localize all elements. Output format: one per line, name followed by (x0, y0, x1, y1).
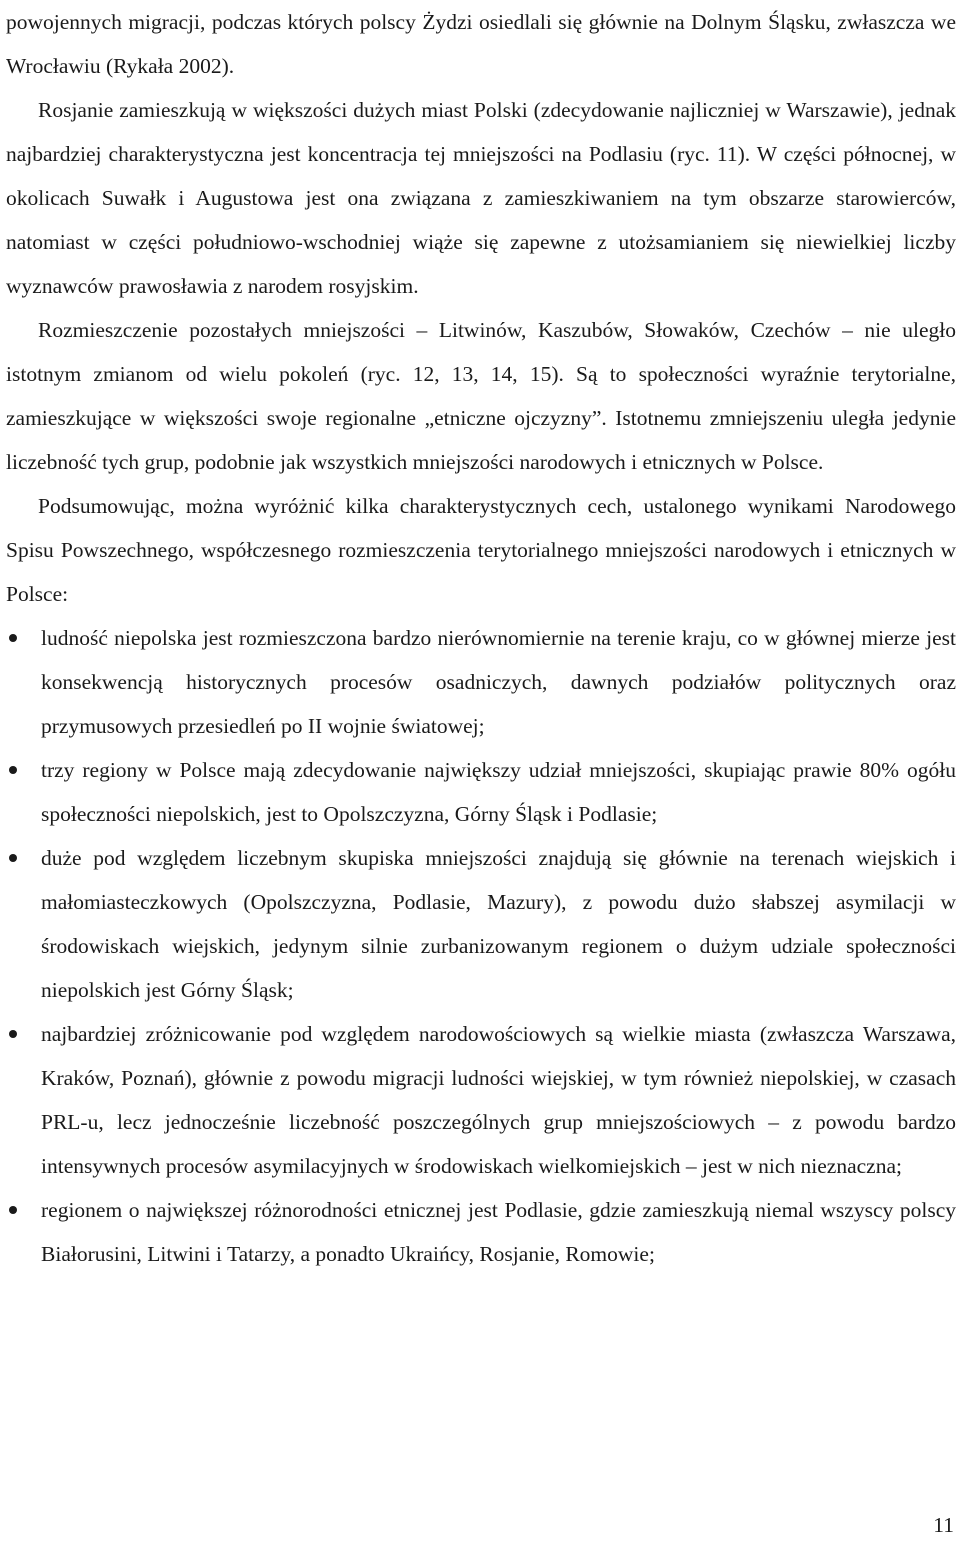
bullet-icon (6, 748, 20, 792)
list-item (6, 1012, 956, 1188)
list-item-text: duże pod względem liczebnym skupiska mniejszości znajdują się głównie na terenach wiejskich i małomiasteczkowych (Opolszczyzna, Podlasie, Mazury), z powodu dużo słabszej asymilacji w środowiskach wiejskich, jedynym silnie zurbanizowanym regionem o dużym udziale społeczności niepolskich jest Górny Śląsk; (41, 846, 956, 1002)
document-page (6, 0, 956, 1276)
paragraph-russians: Rosjanie zamieszkują w większości dużych miast Polski (zdecydowanie najliczniej w Warszawie), jednak najbardziej charakterystyczna jest koncentracja tej mniejszości na Podlasiu (ryc. 11). W części północnej, w okolicach Suwałk i Augustowa jest ona związana z zamieszkiwaniem na tym obszarze starowierców, natomiast w części południowo-wschodniej wiąże się zapewne z utożsamianiem się niewielkiej liczby wyznawców prawosławia z narodem rosyjskim. (6, 98, 956, 298)
paragraph-summary-intro: Podsumowując, można wyróżnić kilka charakterystycznych cech, ustalonego wynikami Narodowego Spisu Powszechnego, współczesnego rozmieszczenia terytorialnego mniejszości narodowych i etnicznych w Polsce: (6, 494, 956, 606)
list-item (6, 748, 956, 836)
summary-bullet-list (6, 616, 956, 1276)
list-item-text: ludność niepolska jest rozmieszczona bardzo nierównomiernie na terenie kraju, co w głównej mierze jest konsekwencją historycznych procesów osadniczych, dawnych podziałów politycznych oraz przymusowych przesiedleń po II wojnie światowej; (41, 626, 956, 738)
list-item (6, 1188, 956, 1276)
paragraph-other-minorities: Rozmieszczenie pozostałych mniejszości – Litwinów, Kaszubów, Słowaków, Czechów – nie uległo istotnym zmianom od wielu pokoleń (ryc. 12, 13, 14, 15). Są to społeczności wyraźnie terytorialne, zamieszkujące w większości swoje regionalne „etniczne ojczyzny”. Istotnemu zmniejszeniu uległa jedynie liczebność tych grup, podobnie jak wszystkich mniejszości narodowych i etnicznych w Polsce. (6, 318, 956, 474)
list-item-text: regionem o największej różnorodności etnicznej jest Podlasie, gdzie zamieszkują niemal wszyscy polscy Białorusini, Litwini i Tatarzy, a ponadto Ukraińcy, Rosjanie, Romowie; (41, 1198, 956, 1266)
bullet-icon (6, 836, 20, 880)
list-item-text: trzy regiony w Polsce mają zdecydowanie największy udział mniejszości, skupiając prawie 80% ogółu społeczności niepolskich, jest to Opolszczyzna, Górny Śląsk i Podlasie; (41, 758, 956, 826)
bullet-icon (6, 1188, 20, 1232)
paragraph-continuation: powojennych migracji, podczas których polscy Żydzi osiedlali się głównie na Dolnym Śląsku, zwłaszcza we Wrocławiu (Rykała 2002). (6, 10, 956, 78)
list-item (6, 616, 956, 748)
bullet-icon (6, 1012, 20, 1056)
list-item-text: najbardziej zróżnicowanie pod względem narodowościowych są wielkie miasta (zwłaszcza Warszawa, Kraków, Poznań), głównie z powodu migracji ludności wiejskiej, w tym również niepolskiej, w czasach PRL-u, lecz jednocześnie liczebność poszczególnych grup mniejszościowych – z powodu bardzo intensywnych procesów asymilacyjnych w środowiskach wielkomiejskich – jest w nich nieznaczna; (41, 1022, 956, 1178)
bullet-icon (6, 616, 20, 660)
list-item (6, 836, 956, 1012)
page-number: 11 (933, 1513, 954, 1537)
